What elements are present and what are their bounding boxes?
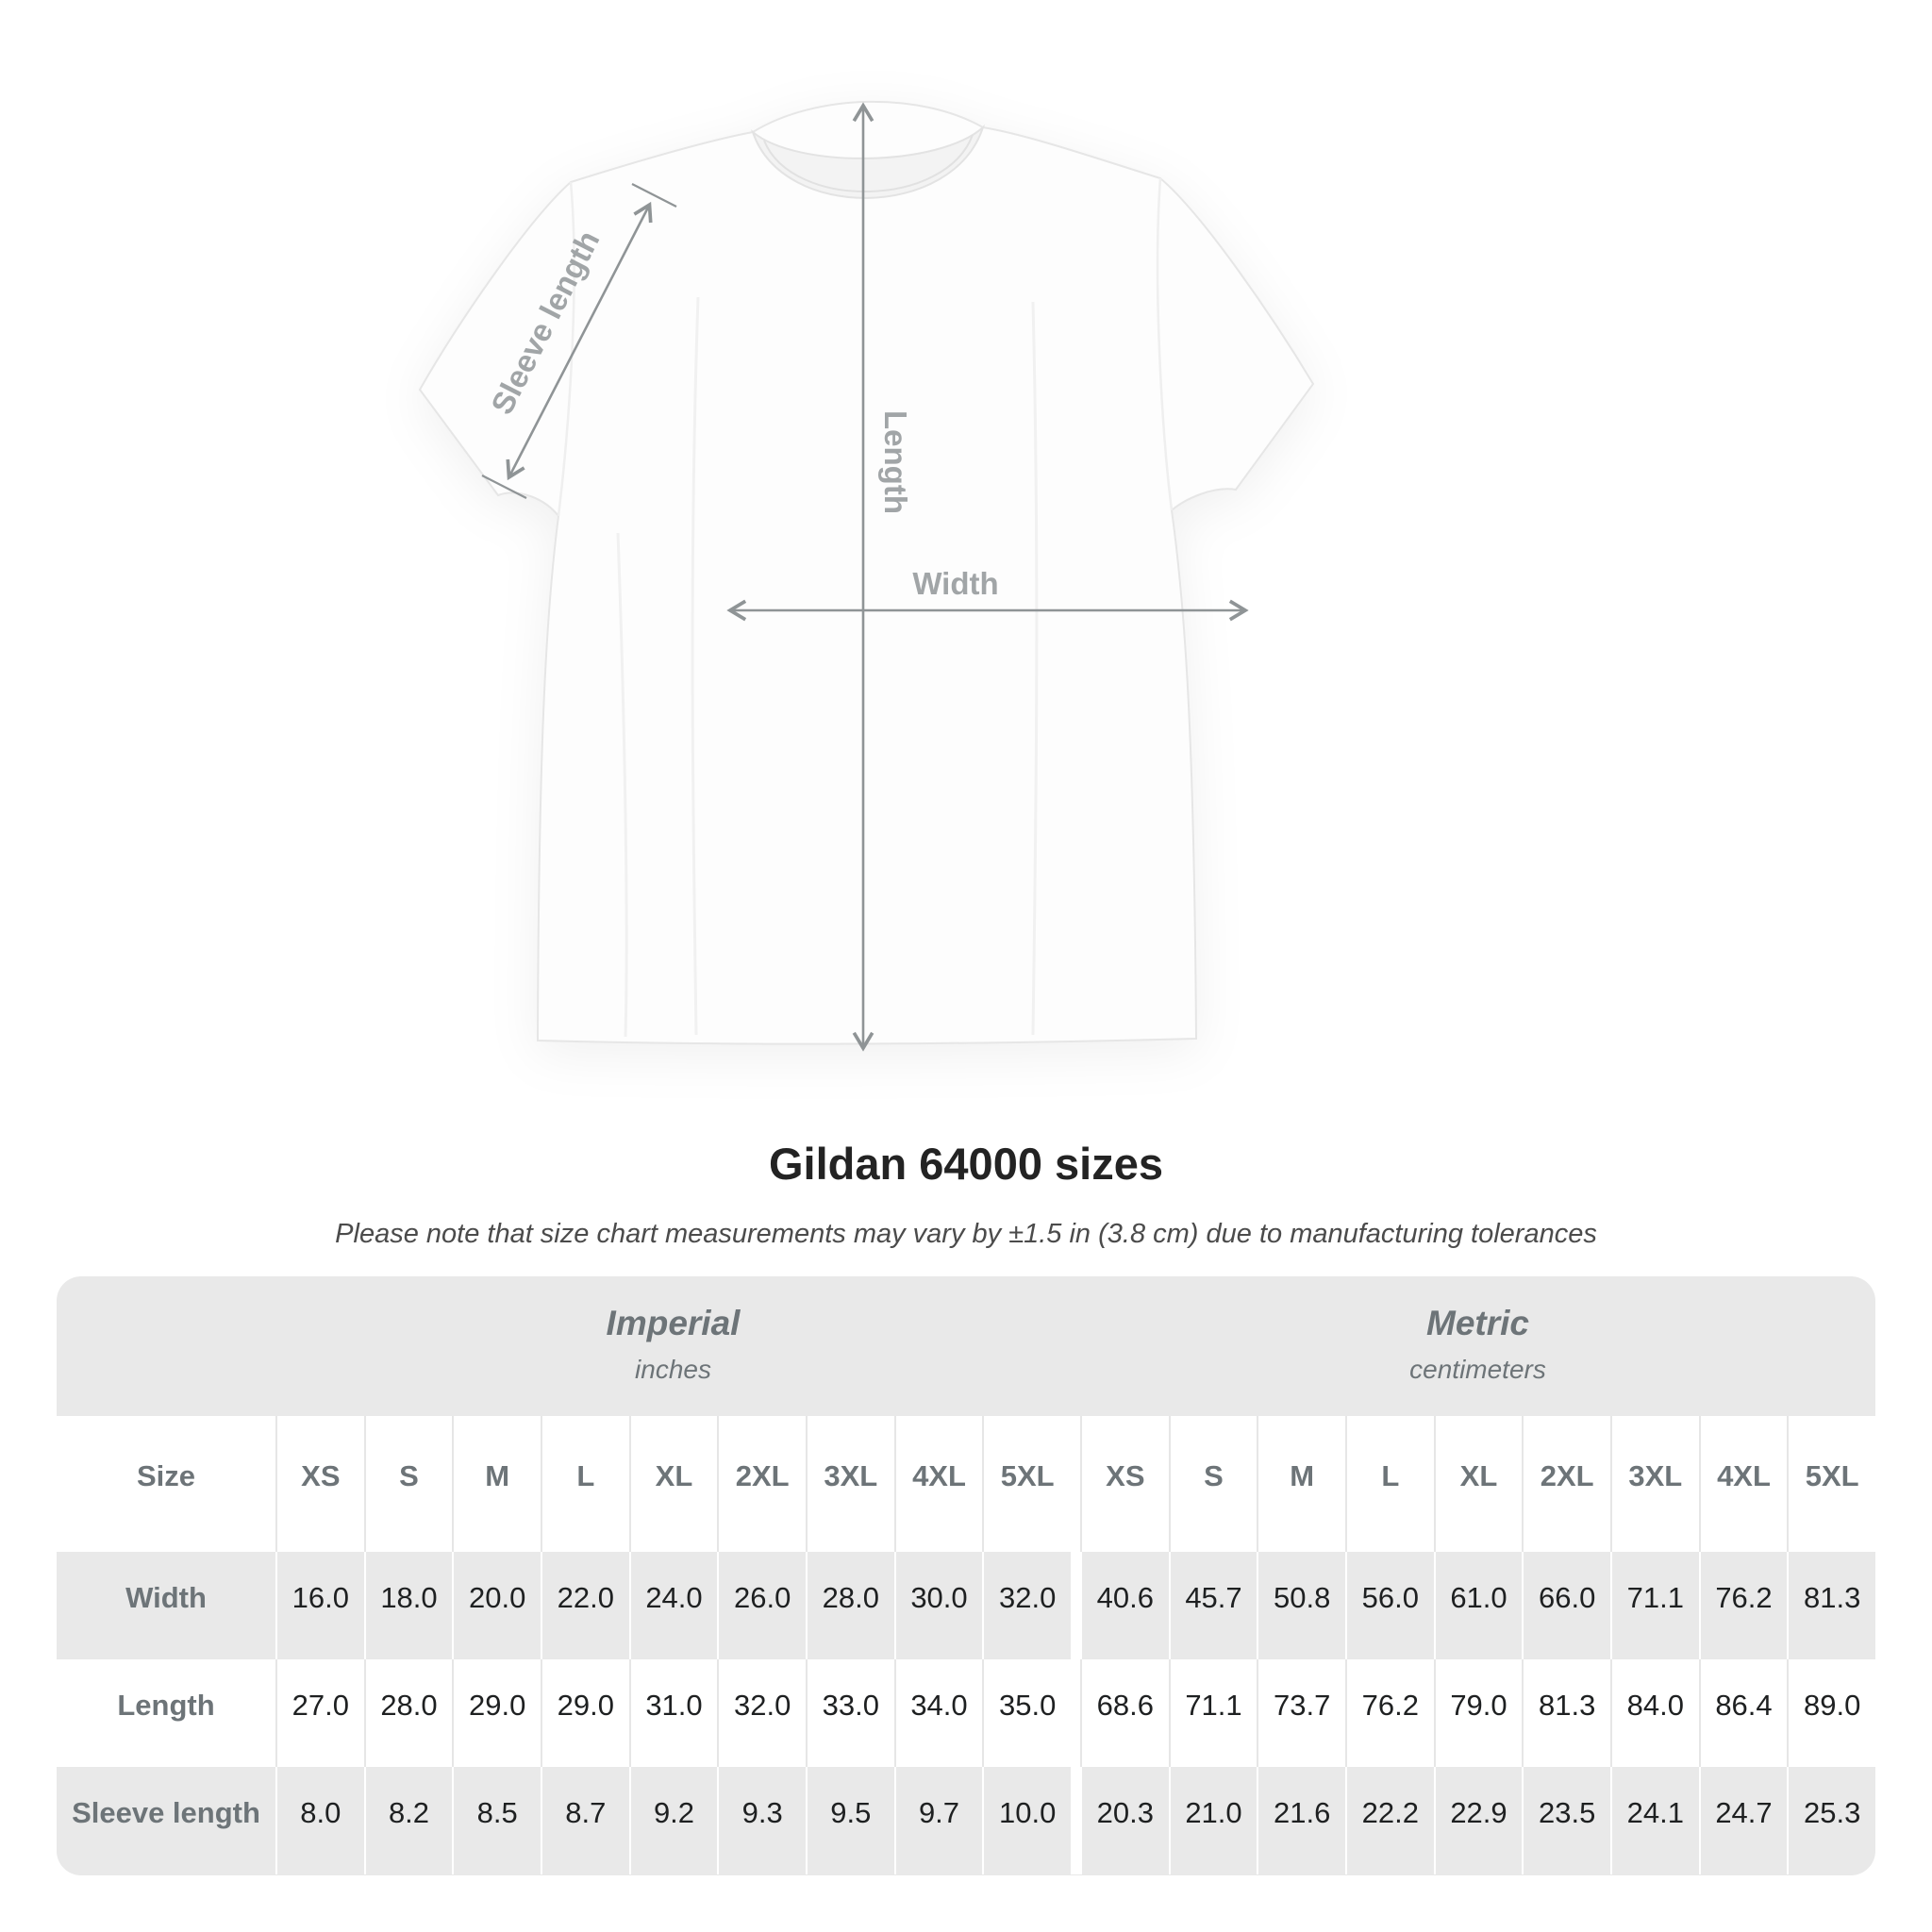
size-cell: 4XL — [894, 1416, 983, 1552]
size-cell: 3XL — [806, 1416, 894, 1552]
metric-unit: centimeters — [1409, 1355, 1546, 1384]
value-cell: 25.3 — [1787, 1767, 1875, 1874]
group-separator — [1071, 1552, 1080, 1659]
value-cell: 20.0 — [452, 1552, 541, 1659]
row-label: Width — [125, 1581, 207, 1614]
sleeve-length-label: Sleeve length — [483, 225, 607, 420]
value-cell: 50.8 — [1257, 1552, 1345, 1659]
value-cell: 9.7 — [894, 1767, 983, 1874]
table-body — [57, 1416, 1875, 1874]
value-cell: 24.0 — [629, 1552, 718, 1659]
value-cell: 29.0 — [541, 1659, 629, 1767]
measure-row-length — [57, 1659, 1875, 1767]
value-cell: 79.0 — [1434, 1659, 1523, 1767]
row-label: Length — [117, 1689, 215, 1722]
table-header — [57, 1276, 1875, 1416]
value-cell: 20.3 — [1080, 1767, 1169, 1874]
page-title: Gildan 64000 sizes — [768, 1139, 1164, 1189]
group-separator — [1071, 1416, 1080, 1552]
value-cell: 22.0 — [541, 1552, 629, 1659]
value-cell: 9.2 — [629, 1767, 718, 1874]
value-cell: 30.0 — [894, 1552, 983, 1659]
tolerance-note: Please note that size chart measurements may vary by ±1.5 in (3.8 cm) due to manufacturing tolerances — [335, 1219, 1597, 1249]
value-cell: 71.1 — [1169, 1659, 1257, 1767]
metric-title: Metric — [1426, 1304, 1529, 1342]
imperial-unit: inches — [635, 1355, 711, 1384]
value-cell: 86.4 — [1699, 1659, 1788, 1767]
value-cell: 71.1 — [1610, 1552, 1699, 1659]
value-cell: 16.0 — [275, 1552, 364, 1659]
value-cell: 61.0 — [1434, 1552, 1523, 1659]
size-cell: 2XL — [717, 1416, 806, 1552]
value-cell: 9.3 — [717, 1767, 806, 1874]
size-corner-label: Size — [136, 1459, 196, 1492]
tshirt-body — [420, 102, 1313, 1044]
size-cell: M — [1257, 1416, 1345, 1552]
value-cell: 76.2 — [1345, 1659, 1434, 1767]
value-cell: 33.0 — [806, 1659, 894, 1767]
group-separator — [1071, 1767, 1080, 1874]
value-cell: 28.0 — [806, 1552, 894, 1659]
value-cell: 35.0 — [982, 1659, 1071, 1767]
value-cell: 27.0 — [275, 1659, 364, 1767]
value-cell: 32.0 — [982, 1552, 1071, 1659]
value-cell: 89.0 — [1787, 1659, 1875, 1767]
measure-row-sleeve-length — [57, 1767, 1875, 1874]
width-label: Width — [912, 566, 999, 601]
value-cell: 21.0 — [1169, 1767, 1257, 1874]
value-cell: 21.6 — [1257, 1767, 1345, 1874]
tshirt-graphic — [420, 102, 1313, 1044]
size-cell: 5XL — [1787, 1416, 1875, 1552]
value-cell: 56.0 — [1345, 1552, 1434, 1659]
value-cell: 8.0 — [275, 1767, 364, 1874]
size-cell: 4XL — [1699, 1416, 1788, 1552]
value-cell: 66.0 — [1522, 1552, 1610, 1659]
value-cell: 84.0 — [1610, 1659, 1699, 1767]
size-cell: L — [541, 1416, 629, 1552]
value-cell: 8.7 — [541, 1767, 629, 1874]
value-cell: 24.1 — [1610, 1767, 1699, 1874]
size-header-row — [57, 1416, 1875, 1552]
size-cell: M — [452, 1416, 541, 1552]
value-cell: 31.0 — [629, 1659, 718, 1767]
value-cell: 22.9 — [1434, 1767, 1523, 1874]
size-cell: S — [1169, 1416, 1257, 1552]
size-cell: 2XL — [1522, 1416, 1610, 1552]
value-cell: 24.7 — [1699, 1767, 1788, 1874]
value-cell: 76.2 — [1699, 1552, 1788, 1659]
tshirt-diagram — [406, 80, 1325, 1052]
value-cell: 29.0 — [452, 1659, 541, 1767]
value-cell: 34.0 — [894, 1659, 983, 1767]
value-cell: 45.7 — [1169, 1552, 1257, 1659]
row-label: Sleeve length — [72, 1796, 260, 1829]
size-cell: XS — [275, 1416, 364, 1552]
size-cell: L — [1345, 1416, 1434, 1552]
value-cell: 81.3 — [1787, 1552, 1875, 1659]
value-cell: 26.0 — [717, 1552, 806, 1659]
value-cell: 8.5 — [452, 1767, 541, 1874]
tshirt-svg — [406, 80, 1325, 1052]
value-cell: 81.3 — [1522, 1659, 1610, 1767]
value-cell: 9.5 — [806, 1767, 894, 1874]
size-cell: 3XL — [1610, 1416, 1699, 1552]
value-cell: 22.2 — [1345, 1767, 1434, 1874]
metric-header — [1080, 1304, 1875, 1389]
value-cell: 68.6 — [1080, 1659, 1169, 1767]
value-cell: 40.6 — [1080, 1552, 1169, 1659]
size-table — [57, 1276, 1875, 1875]
value-cell: 8.2 — [364, 1767, 453, 1874]
measure-row-width — [57, 1552, 1875, 1659]
imperial-title: Imperial — [606, 1304, 741, 1342]
size-cell: 5XL — [982, 1416, 1071, 1552]
value-cell: 10.0 — [982, 1767, 1071, 1874]
size-cell: XL — [1434, 1416, 1523, 1552]
value-cell: 32.0 — [717, 1659, 806, 1767]
value-cell: 73.7 — [1257, 1659, 1345, 1767]
value-cell: 18.0 — [364, 1552, 453, 1659]
imperial-header — [275, 1304, 1071, 1389]
group-separator — [1071, 1659, 1080, 1767]
length-label: Length — [878, 410, 913, 514]
size-cell: XS — [1080, 1416, 1169, 1552]
value-cell: 28.0 — [364, 1659, 453, 1767]
size-cell: S — [364, 1416, 453, 1552]
size-cell: XL — [629, 1416, 718, 1552]
value-cell: 23.5 — [1522, 1767, 1610, 1874]
